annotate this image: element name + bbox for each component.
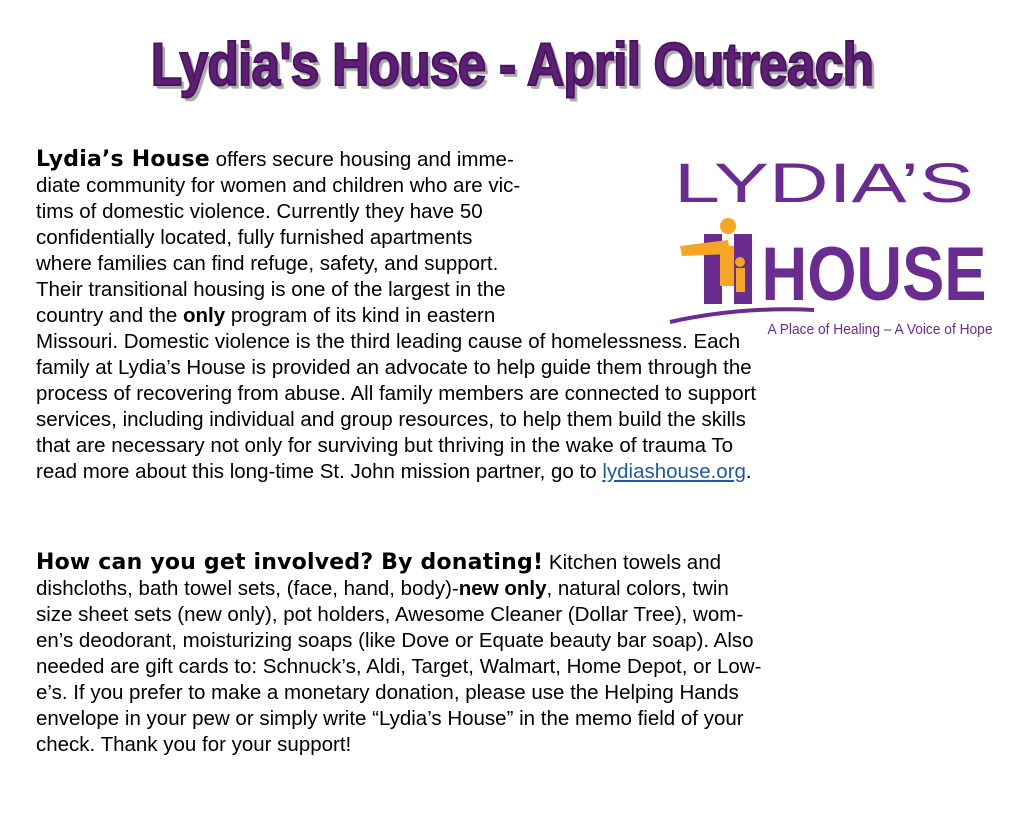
donate-lead: How can you get involved? By donating! bbox=[36, 550, 544, 575]
donate-line: dishcloths, bath towel sets, (face, hand, body)-new only, natural colors, twin bbox=[36, 577, 729, 600]
about-paragraph: Lydia’s House offers secure housing and imme- diate community for women and children who are vic- tims of domestic violence. Currently they have 50 confidentially located, fully furnished apartments where families can find refuge, safety, and support. Their transitional housing is one of the largest in the country and the only program of its kind in eastern Missouri. Domestic violence is the third leading cause of homelessness. Each family at Lydia’s House is provided an advocate to help guide them through the process of recovering from abuse. All family members are connected to support services, including individual and group resources, to help them build the skills that are necessary not only for surviving but thriving in the wake of trauma To read more about this long-time St. John mission partner, go to lydiashouse.org. bbox=[36, 147, 976, 485]
donate-line: en’s deodorant, moisturizing soaps (like Dove or Equate beauty bar soap). Also bbox=[36, 629, 754, 652]
lydias-house-link[interactable]: lydiashouse.org bbox=[602, 460, 746, 483]
emphasis-new-only: new only bbox=[458, 577, 547, 600]
donate-line: e’s. If you prefer to make a monetary donation, please use the Helping Hands bbox=[36, 681, 739, 704]
donate-line: check. Thank you for your support! bbox=[36, 733, 352, 756]
donate-line: size sheet sets (new only), pot holders, Awesome Cleaner (Dollar Tree), wom- bbox=[36, 603, 744, 626]
donate-line: envelope in your pew or simply write “Lydia’s House” in the memo field of your bbox=[36, 707, 744, 730]
about-line: services, including individual and group resources, to help them build the skills bbox=[36, 408, 746, 431]
about-line: country and the only program of its kind in eastern bbox=[36, 304, 496, 327]
logo-line1: LYDIA’S bbox=[674, 151, 974, 214]
donate-line: needed are gift cards to: Schnuck’s, Aldi, Target, Walmart, Home Depot, or Low- bbox=[36, 655, 762, 678]
logo-line2: HOUSE bbox=[761, 232, 987, 317]
about-lead: Lydia’s House bbox=[36, 147, 210, 172]
about-line: that are necessary not only for surviving but thriving in the wake of trauma To bbox=[36, 434, 733, 457]
about-line: family at Lydia’s House is provided an advocate to help guide them through the bbox=[36, 356, 752, 379]
emphasis-only: only bbox=[183, 304, 226, 327]
page-title: Lydia's House - April Outreach bbox=[150, 31, 874, 98]
donate-paragraph: How can you get involved? By donating! Kitchen towels and dishcloths, bath towel sets, (face, hand, body)-new only, natural colors, twin size sheet sets (new only), pot holders, Awesome Cleaner (Dollar Tree), wom- en’s deodorant, moisturizing soaps (like Dove or Equate beauty bar soap). Also needed are gift cards to: Schnuck’s, Aldi, Target, Walmart, Home Depot, or Low- e’s. If you prefer to make a monetary donation, please use the Helping Hands envelope in your pew or simply write “Lydia’s House” in the memo field of your check. Thank you for your support! bbox=[36, 550, 976, 758]
about-line: tims of domestic violence. Currently they have 50 bbox=[36, 200, 483, 223]
about-line: diate community for women and children who are vic- bbox=[36, 174, 521, 197]
about-line: process of recovering from abuse. All family members are connected to support bbox=[36, 382, 757, 405]
logo-tagline: A Place of Healing – A Voice of Hope bbox=[767, 321, 993, 338]
about-line: Their transitional housing is one of the largest in the bbox=[36, 278, 506, 301]
about-line: where families can find refuge, safety, and support. bbox=[36, 252, 499, 275]
about-line: confidentially located, fully furnished apartments bbox=[36, 226, 473, 249]
about-line: read more about this long-time St. John mission partner, go to lydiashouse.org. bbox=[36, 460, 752, 483]
about-line: Missouri. Domestic violence is the third leading cause of homelessness. Each bbox=[36, 330, 741, 353]
